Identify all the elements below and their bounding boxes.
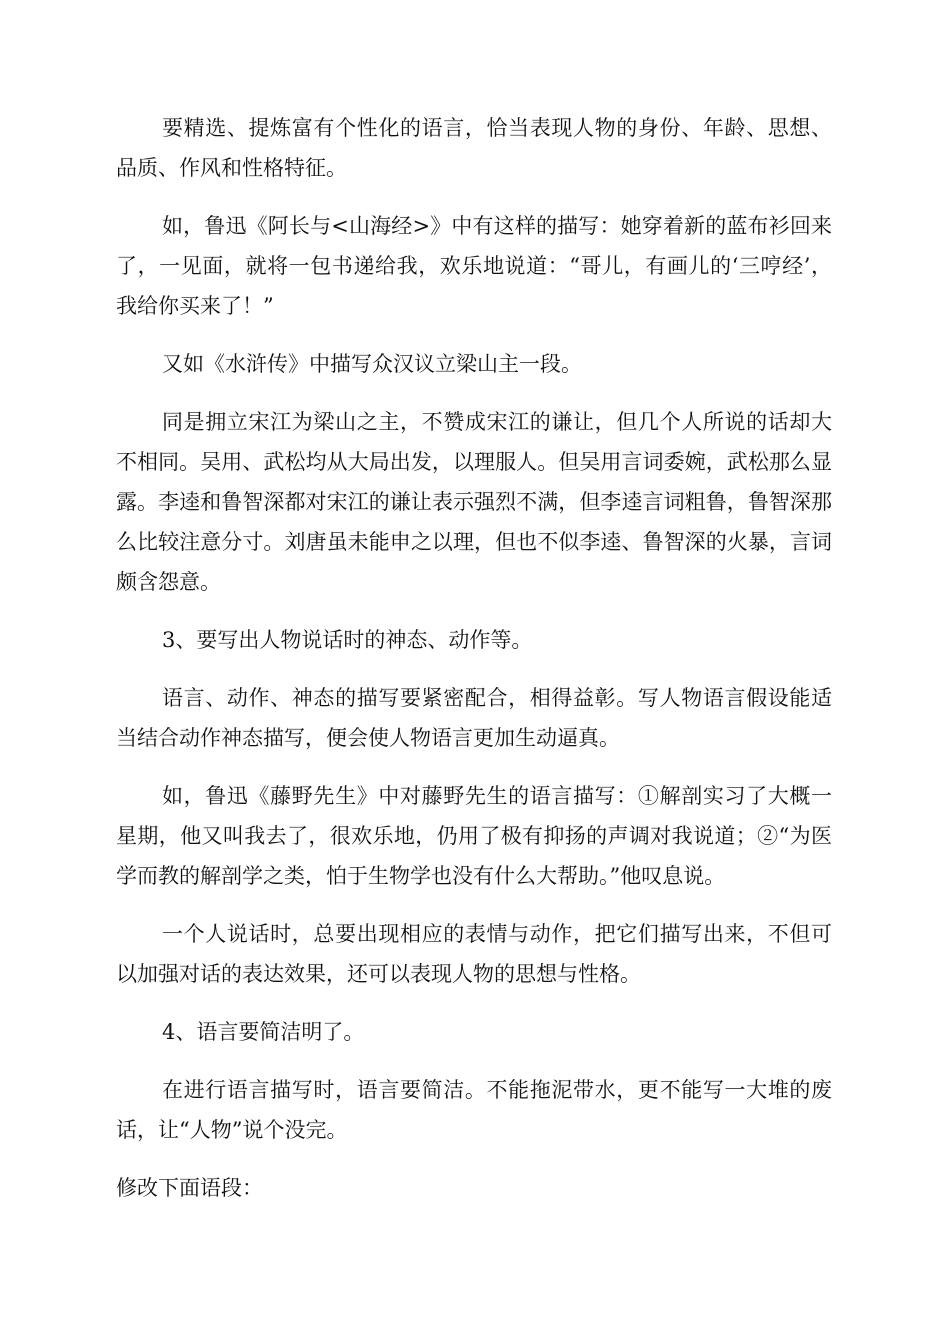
paragraph-concise-language: 在进行语言描写时，语言要简洁。不能拖泥带水，更不能写一大堆的废话，让“人物”说个没完。 (116, 1078, 832, 1142)
heading-point-4: 4、语言要简洁明了。 (162, 1020, 365, 1044)
heading-point-3: 3、要写出人物说话时的神态、动作等。 (162, 628, 533, 652)
paragraph-example-ahchang: 如，鲁迅《阿长与<山海经>》中有这样的描写：她穿着新的蓝布衫回来了，一见面，就将一包书递给我，欢乐地说道：“哥儿，有画儿的‘三哼经’，我给你买来了！” (116, 214, 832, 318)
paragraph-expression-analysis: 一个人说话时，总要出现相应的表情与动作，把它们描写出来，不但可以加强对话的表达效果，还可以表现人物的思想与性格。 (116, 922, 832, 986)
exercise-prompt: 修改下面语段： (116, 1176, 263, 1200)
paragraph-example-fujino: 如，鲁迅《藤野先生》中对藤野先生的语言描写：①解剖实习了大概一星期，他又叫我去了，很欢乐地，仍用了极有抑扬的声调对我说道；②“为医学而教的解剖学之类，怕于生物学也没有什么大帮助。”他叹息说。 (116, 784, 832, 888)
paragraph-action-expression: 语言、动作、神态的描写要紧密配合，相得益彰。写人物语言假设能适当结合动作神态描写，便会使人物语言更加生动逼真。 (116, 686, 832, 750)
paragraph-shuihu-analysis: 同是拥立宋江为梁山之主，不赞成宋江的谦让，但几个人所说的话却大不相同。吴用、武松均从大局出发，以理服人。但吴用言词委婉，武松那么显露。李逵和鲁智深都对宋江的谦让表示强烈不满，但李逵言词粗鲁，鲁智深那么比较注意分寸。刘唐虽未能申之以理，但也不似李逵、鲁智深的火暴，言词颇含怨意。 (116, 410, 832, 594)
paragraph-example-shuihu: 又如《水浒传》中描写众汉议立梁山主一段。 (162, 352, 582, 376)
paragraph-language-selection: 要精选、提炼富有个性化的语言，恰当表现人物的身份、年龄、思想、品质、作风和性格特征。 (116, 116, 832, 180)
document-body (116, 108, 832, 1226)
